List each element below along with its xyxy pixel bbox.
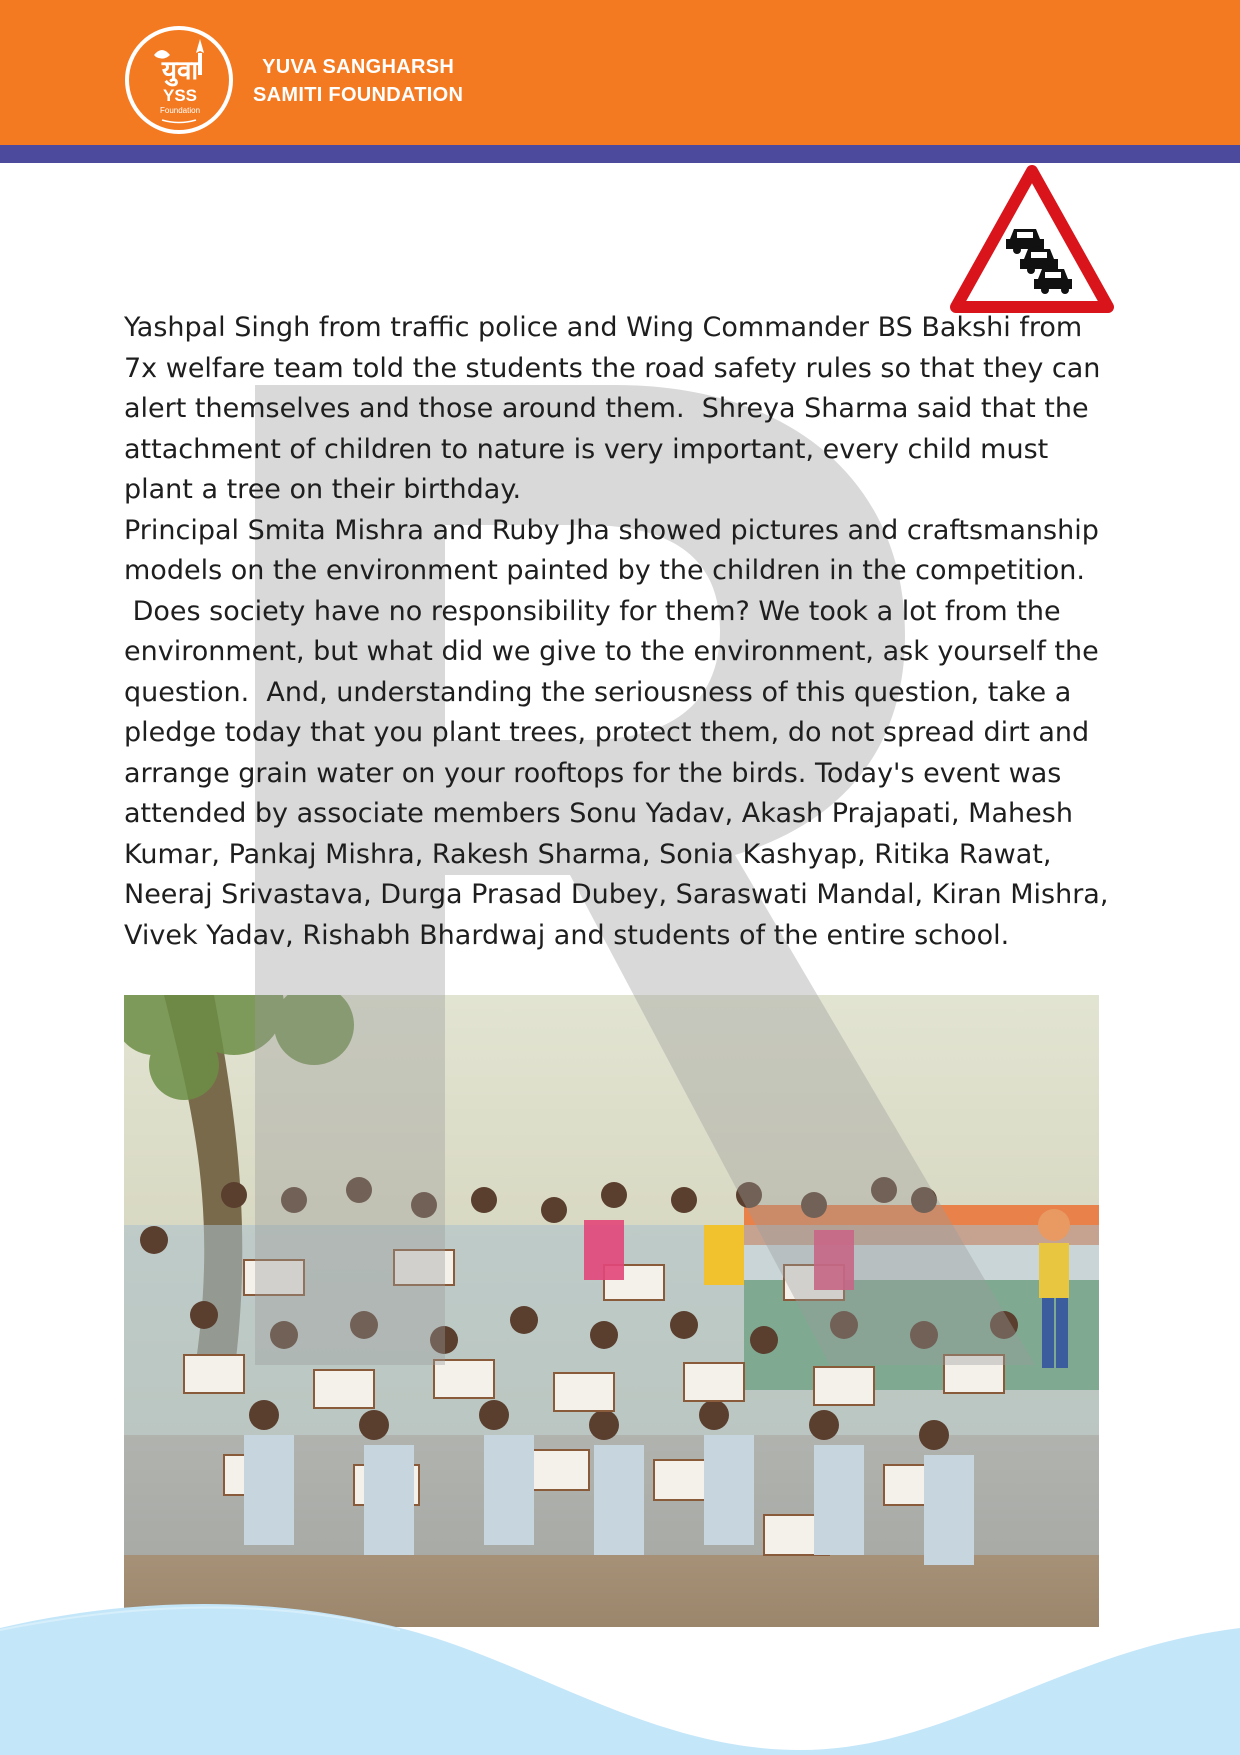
body-line: attended by associate members Sonu Yadav, Akash Prajapati, Mahesh: [124, 798, 1073, 829]
org-name-line2: SAMITI FOUNDATION: [253, 84, 464, 106]
body-line: 7x welfare team told the students the road safety rules so that they can: [124, 352, 1101, 384]
body-line: Principal Smita Mishra and Ruby Jha showed pictures and craftsmanship: [124, 514, 1099, 546]
body-line: pledge today that you plant trees, protect them, do not spread dirt and: [124, 717, 1090, 748]
torch-flame-icon: [196, 39, 204, 53]
header-stripe: [0, 145, 1240, 163]
yss-logo: [124, 25, 234, 135]
body-line: Yashpal Singh from traffic police and Wing Commander BS Bakshi from: [124, 312, 1083, 343]
org-name: [253, 53, 463, 109]
footer-wave: [0, 1600, 1240, 1755]
students-group: [124, 1177, 1099, 1565]
group-photo: [124, 995, 1099, 1627]
body-line: Does society have no responsibility for them? We took a lot from the: [124, 595, 1061, 627]
body-text: [124, 308, 1124, 956]
body-line: models on the environment painted by the children in the competition.: [124, 555, 1085, 586]
logo-devanagari: युवा: [161, 56, 199, 86]
logo-sub: Foundation: [159, 106, 201, 115]
org-name-line1: YUVA SANGHARSH: [262, 56, 455, 78]
body-line: arrange grain water on your rooftops for the birds. Today's event was: [124, 757, 1062, 789]
body-line: Neeraj Srivastava, Durga Prasad Dubey, Saraswati Mandal, Kiran Mishra,: [124, 879, 1109, 910]
mural-figure: [1038, 1209, 1070, 1368]
body-line: environment, but what did we give to the environment, ask yourself the: [124, 636, 1099, 667]
body-line: alert themselves and those around them. Shreya Sharma said that the: [124, 393, 1089, 424]
body-line: attachment of children to nature is very important, every child must: [124, 433, 1049, 465]
traffic-warning-sign-icon: [950, 165, 1115, 315]
body-line: question. And, understanding the seriousness of this question, take a: [124, 676, 1072, 708]
logo-abbr: YSS: [162, 86, 198, 105]
body-line: Kumar, Pankaj Mishra, Rakesh Sharma, Sonia Kashyap, Ritika Rawat,: [124, 838, 1052, 870]
body-line: Vivek Yadav, Rishabh Bhardwaj and students of the entire school.: [124, 919, 1010, 951]
body-line: plant a tree on their birthday.: [124, 474, 522, 505]
